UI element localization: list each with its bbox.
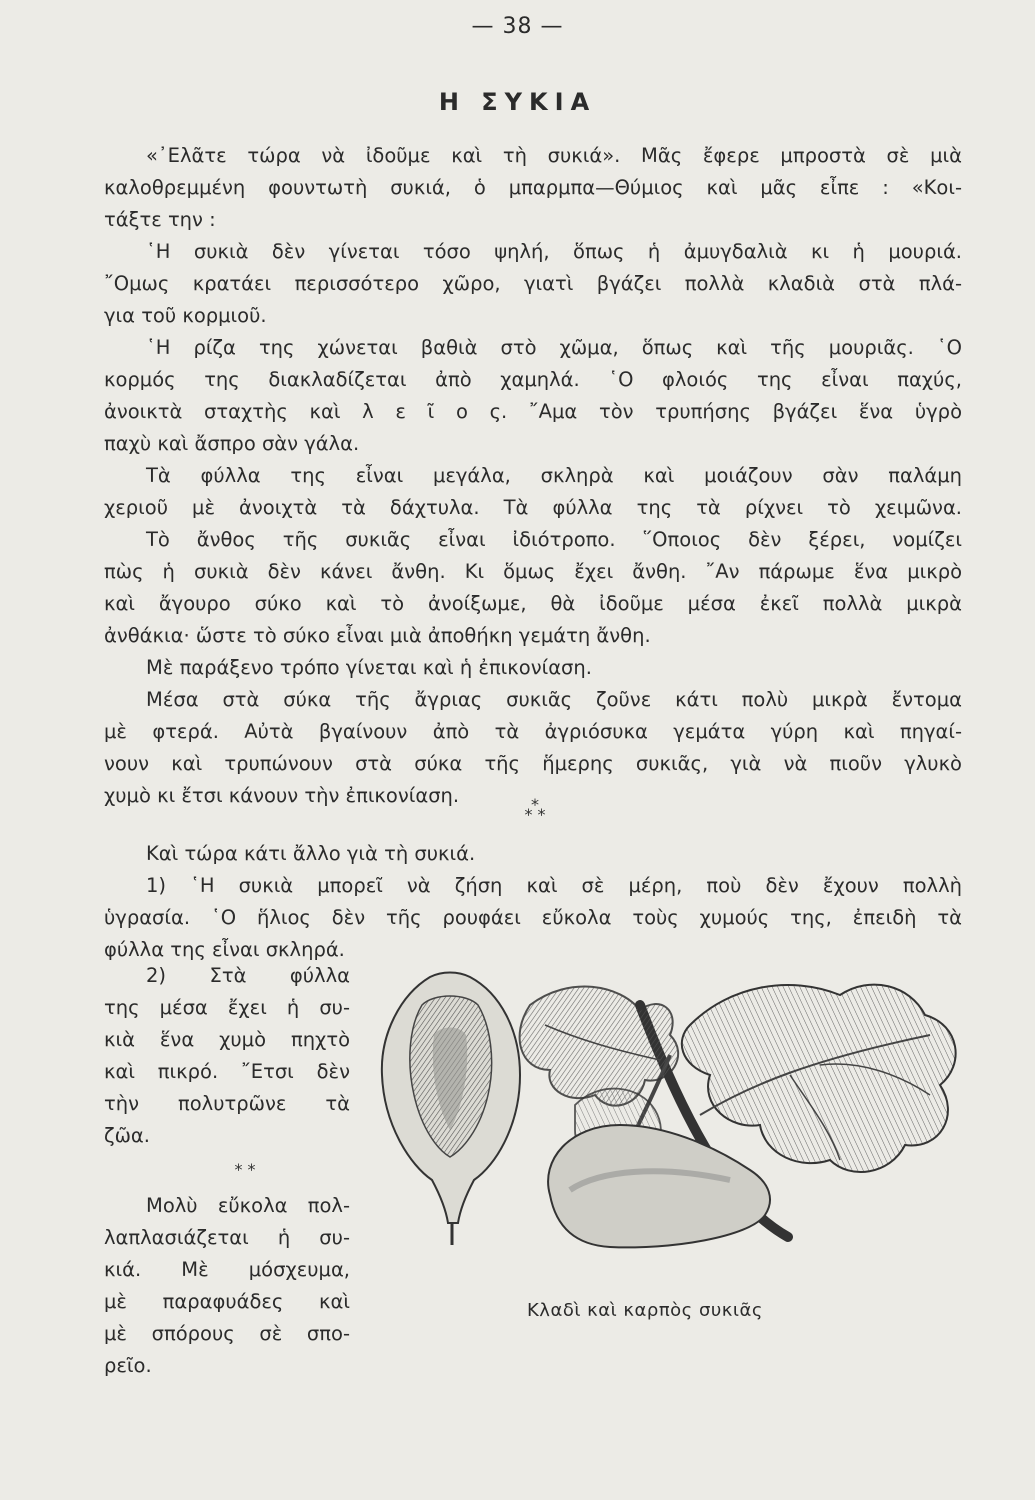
fig-cross-section — [382, 973, 520, 1246]
text-line: της μέσα ἔχει ἡ συ- — [104, 996, 350, 1019]
body-text — [104, 140, 962, 812]
text-line: χυμὸ κι ἔτσι κάνουν τὴν ἐπικονίαση. — [104, 784, 460, 807]
text-line: 1) ῾Η συκιὰ μπορεῖ νὰ ζήση καὶ σὲ μέρη, ποὺ δὲν ἔχουν πολλὴ — [146, 874, 962, 897]
text-line: νουν καὶ τρυπώνουν στὰ σύκα τῆς ἥμερης συκιᾶς, γιὰ νὰ πιοῦν γλυκὸ — [104, 752, 962, 775]
page-title: Η ΣΥΚΙΑ — [438, 88, 597, 116]
text-line: τάξτε την : — [104, 208, 216, 231]
page-number: — 38 — — [471, 14, 564, 39]
text-line: τὴν πολυτρῶνε τὰ — [104, 1092, 350, 1115]
text-line: ῾Η ρίζα της χώνεται βαθιὰ στὸ χῶμα, ὅπως καὶ τῆς μουριᾶς. ῾Ο — [146, 336, 962, 359]
text-line: χεριοῦ μὲ ἀνοιχτὰ τὰ δάχτυλα. Τὰ φύλλα της τὰ ρίχνει τὸ χειμῶνα. — [104, 496, 962, 519]
text-line: παχὺ καὶ ἄσπρο σὰν γάλα. — [104, 432, 360, 455]
text-line: Καὶ τώρα κάτι ἄλλο γιὰ τὴ συκιά. — [146, 842, 476, 865]
text-line: κιά. Μὲ μόσχευμα, — [104, 1258, 350, 1281]
text-line: μὲ φτερά. Αὐτὰ βγαίνουν ἀπὸ τὰ ἀγριόσυκα γεμάτα γύρη καὶ πηγαί- — [104, 720, 962, 743]
text-line: κιὰ ἕνα χυμὸ πηχτὸ — [104, 1028, 350, 1051]
text-line: λαπλασιάζεται ἡ συ- — [104, 1226, 350, 1249]
text-line: ῎Ομως κρατάει περισσότερο χῶρο, γιατὶ βγάζει πολλὰ κλαδιὰ στὰ πλά- — [104, 272, 962, 295]
column-separator-stars: * * — [234, 1160, 256, 1179]
fig-fruit — [548, 1125, 770, 1247]
column-text-1 — [104, 960, 350, 1152]
fig-leaf — [682, 985, 956, 1172]
text-line: Μὲ παράξενο τρόπο γίνεται καὶ ἡ ἐπικονίαση. — [146, 656, 592, 679]
text-line: Μέσα στὰ σύκα τῆς ἄγριας συκιᾶς ζοῦνε κάτι πολὺ μικρὰ ἔντομα — [146, 688, 962, 711]
text-line: ὑγρασία. ῾Ο ἥλιος δὲν τῆς ρουφάει εὔκολα τοὺς χυμούς της, ἐπειδὴ τὰ — [104, 906, 962, 929]
text-line: για τοῦ κορμιοῦ. — [104, 304, 267, 327]
text-line: φύλλα της εἶναι σκληρά. — [104, 938, 345, 961]
text-line: ῾Η συκιὰ δὲν γίνεται τόσο ψηλή, ὅπως ἡ ἀμυγδαλιὰ κι ἡ μουριά. — [146, 240, 962, 263]
second-section-text — [104, 838, 962, 966]
text-line: μὲ παραφυάδες καὶ — [104, 1290, 350, 1313]
text-line: Μολὺ εὔκολα πολ- — [146, 1194, 350, 1217]
text-line: ρεῖο. — [104, 1354, 152, 1377]
text-line: Τὰ φύλλα της εἶναι μεγάλα, σκληρὰ καὶ μοιάζουν σὰν παλάμη — [146, 464, 962, 487]
section-separator-stars: * * * — [524, 795, 546, 824]
figure-caption: Κλαδὶ καὶ καρπὸς συκιᾶς — [527, 1300, 763, 1321]
column-text-2 — [104, 1190, 350, 1382]
text-line: «᾿Ελᾶτε τώρα νὰ ἰδοῦμε καὶ τὴ συκιά». Μᾶς ἔφερε μπροστὰ σὲ μιὰ — [146, 144, 962, 167]
text-line: καὶ πικρό. ῎Ετσι δὲν — [104, 1060, 350, 1083]
text-line: ζῶα. — [104, 1124, 150, 1147]
text-line: κορμός της διακλαδίζεται ἀπὸ χαμηλά. ῾Ο φλοιός της εἶναι παχύς, — [104, 368, 962, 391]
text-line: 2) Στὰ φύλλα — [146, 964, 350, 987]
text-line: ἀνθάκια· ὥστε τὸ σύκο εἶναι μιὰ ἀποθήκη γεμάτη ἄνθη. — [104, 624, 651, 647]
text-line: καὶ ἄγουρο σύκο καὶ τὸ ἀνοίξωμε, θὰ ἰδοῦμε μέσα ἐκεῖ πολλὰ μικρὰ — [104, 592, 962, 615]
text-line: μὲ σπόρους σὲ σπο- — [104, 1322, 350, 1345]
fig-illustration — [370, 965, 970, 1255]
text-line: Τὸ ἄνθος τῆς συκιᾶς εἶναι ἰδιότροπο. ῞Οποιος δὲν ξέρει, νομίζει — [146, 528, 962, 551]
text-line: καλοθρεμμένη φουντωτὴ συκιά, ὁ μπαρμπα—Θύμιος καὶ μᾶς εἶπε : «Κοι- — [104, 176, 962, 199]
text-line: πὼς ἡ συκιὰ δὲν κάνει ἄνθη. Κι ὅμως ἔχει ἄνθη. ῎Αν πάρωμε ἕνα μικρὸ — [104, 560, 962, 583]
text-line: ἀνοικτὰ σταχτὴς καὶ λ ε ῖ ο ς. ῎Αμα τὸν τρυπήσης βγάζει ἕνα ὑγρὸ — [104, 400, 962, 423]
